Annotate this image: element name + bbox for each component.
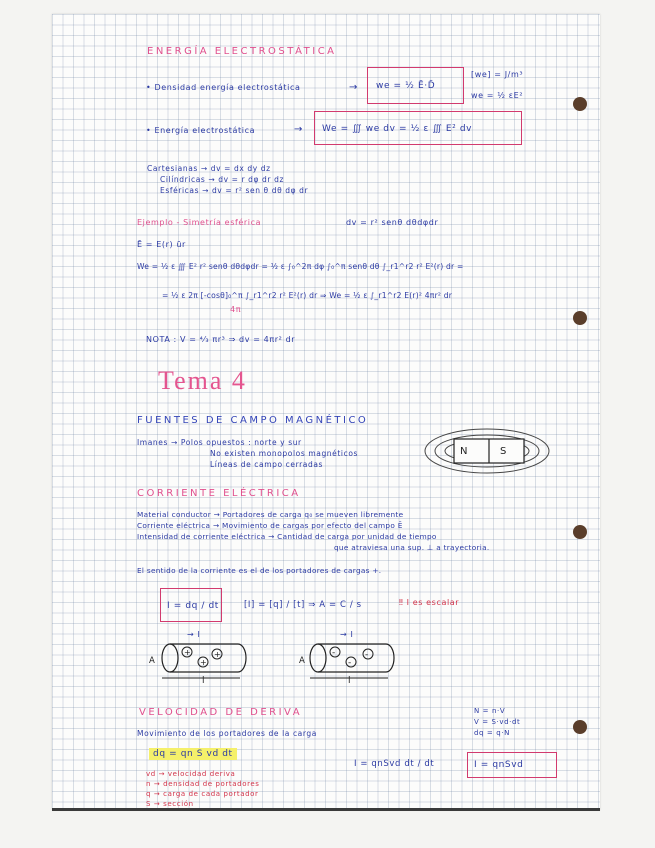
- units-line: [we] = J/m³: [471, 70, 524, 79]
- arrow-i-left: → I: [187, 630, 201, 639]
- deriva-formula: [149, 749, 237, 759]
- svg-text:+: +: [214, 650, 221, 659]
- label-l-left: l: [202, 676, 206, 686]
- energia-formula: We = ∭ we dv = ½ ε ∭ E² dv: [322, 124, 473, 134]
- coord-cilindricas: Cilíndricas → dv = r dφ dr dz: [160, 175, 284, 184]
- svg-text:+: +: [200, 658, 207, 667]
- page-bottom-edge: [52, 808, 600, 811]
- coord-cartesianas: Cartesianas → dv = dx dy dz: [147, 164, 271, 173]
- label-l-right: l: [348, 676, 352, 686]
- tema-heading: Tema 4: [158, 366, 247, 395]
- arrow: →: [294, 124, 303, 135]
- binder-hole: [573, 720, 587, 734]
- ejemplo-4pi: 4π: [230, 305, 242, 314]
- section-title-fuentes: FUENTES DE CAMPO MAGNÉTICO: [137, 415, 369, 426]
- magnet-south: S: [500, 446, 507, 457]
- deriva-eq-i: I = qnSvd dt / dt: [354, 759, 435, 769]
- corriente-line1: Material conductor → Portadores de carga q₀ se mueven libremente: [137, 510, 404, 519]
- legend-q: q → carga de cada portador: [146, 790, 259, 798]
- label-a-left: A: [149, 656, 156, 666]
- escalar-note: ‼ I es escalar: [399, 598, 460, 607]
- densidad-formula: we = ½ Ē·D̄: [376, 81, 436, 91]
- corriente-line4: que atraviesa una sup. ⊥ a trayectoria.: [334, 543, 490, 552]
- nota: NOTA : V = ⁴⁄₃ πr³ ⇒ dv = 4πr² dr: [146, 335, 296, 344]
- deriva-right1: N = n·V: [474, 707, 506, 715]
- imanes-line2: No existen monopolos magnéticos: [210, 449, 359, 458]
- binder-hole: [573, 311, 587, 325]
- imanes-line1: Imanes → Polos opuestos : norte y sur: [137, 438, 302, 447]
- deriva-desc: Movimiento de los portadores de la carga: [137, 729, 317, 738]
- section-title-energia: ENERGÍA ELECTROSTÁTICA: [147, 46, 337, 57]
- ejemplo-eq1: We = ½ ε ∭ E² r² senθ dθdφdr = ½ ε ∫₀^2π dφ ∫₀^π senθ dθ ∫_r1^r2 r² E²(r) dr =: [137, 262, 464, 271]
- arrow-i-right: → I: [340, 630, 354, 639]
- binder-hole: [573, 97, 587, 111]
- legend-s: S → sección: [146, 800, 194, 808]
- svg-text:-: -: [348, 658, 352, 668]
- units-formula: [I] = [q] / [t] ⇒ A = C / s: [244, 600, 362, 610]
- imanes-line3: Líneas de campo cerradas: [210, 460, 324, 469]
- sentido-line: El sentido de la corriente es el de los portadores de cargas +.: [137, 566, 382, 575]
- deriva-right2: V = S·vd·dt: [474, 718, 521, 726]
- label-a-right: A: [299, 656, 306, 666]
- densidad-label: • Densidad energía electrostática: [146, 83, 301, 92]
- ejemplo-eq2: = ½ ε 2π [-cosθ]₀^π ∫_r1^r2 r² E²(r) dr ⇒ We = ½ ε ∫_r1^r2 E(r)² 4πr² dr: [162, 291, 453, 300]
- section-title-deriva: VELOCIDAD DE DERIVA: [139, 707, 303, 718]
- svg-text:-: -: [365, 650, 369, 660]
- deriva-right3: dq = q·N: [474, 729, 510, 737]
- corriente-line3: Intensidad de corriente eléctrica → Cantidad de carga por unidad de tiempo: [137, 532, 437, 541]
- magnet-north: N: [460, 446, 469, 457]
- binder-hole: [573, 525, 587, 539]
- formula-i: I = dq / dt: [167, 601, 219, 611]
- legend-vd: vd → velocidad deriva: [146, 770, 236, 778]
- energia-label: • Energía electrostática: [146, 126, 256, 135]
- svg-text:+: +: [184, 648, 191, 657]
- we-equation: we = ½ εE²: [471, 91, 524, 100]
- deriva-formula-highlight: dq = qn S vd dt: [149, 748, 237, 760]
- coord-esfericas: Esféricas → dv = r² sen θ dθ dφ dr: [160, 186, 309, 195]
- ejemplo-dv: dv = r² senθ dθdφdr: [346, 218, 439, 227]
- section-title-corriente: CORRIENTE ELÉCTRICA: [137, 488, 301, 499]
- deriva-result: I = qnSvd: [474, 760, 524, 770]
- svg-text:-: -: [332, 648, 336, 658]
- arrow: →: [349, 82, 358, 93]
- corriente-line2: Corriente eléctrica → Movimiento de cargas por efecto del campo Ē: [137, 521, 403, 530]
- magnet-field-diagram: [422, 425, 552, 477]
- conductor-negative-diagram: [308, 640, 398, 682]
- legend-n: n → densidad de portadores: [146, 780, 260, 788]
- ejemplo-e: Ē = E(r) ūr: [137, 240, 186, 249]
- ejemplo-title: Ejemplo - Simetría esférica: [137, 218, 262, 227]
- conductor-positive-diagram: [160, 640, 250, 682]
